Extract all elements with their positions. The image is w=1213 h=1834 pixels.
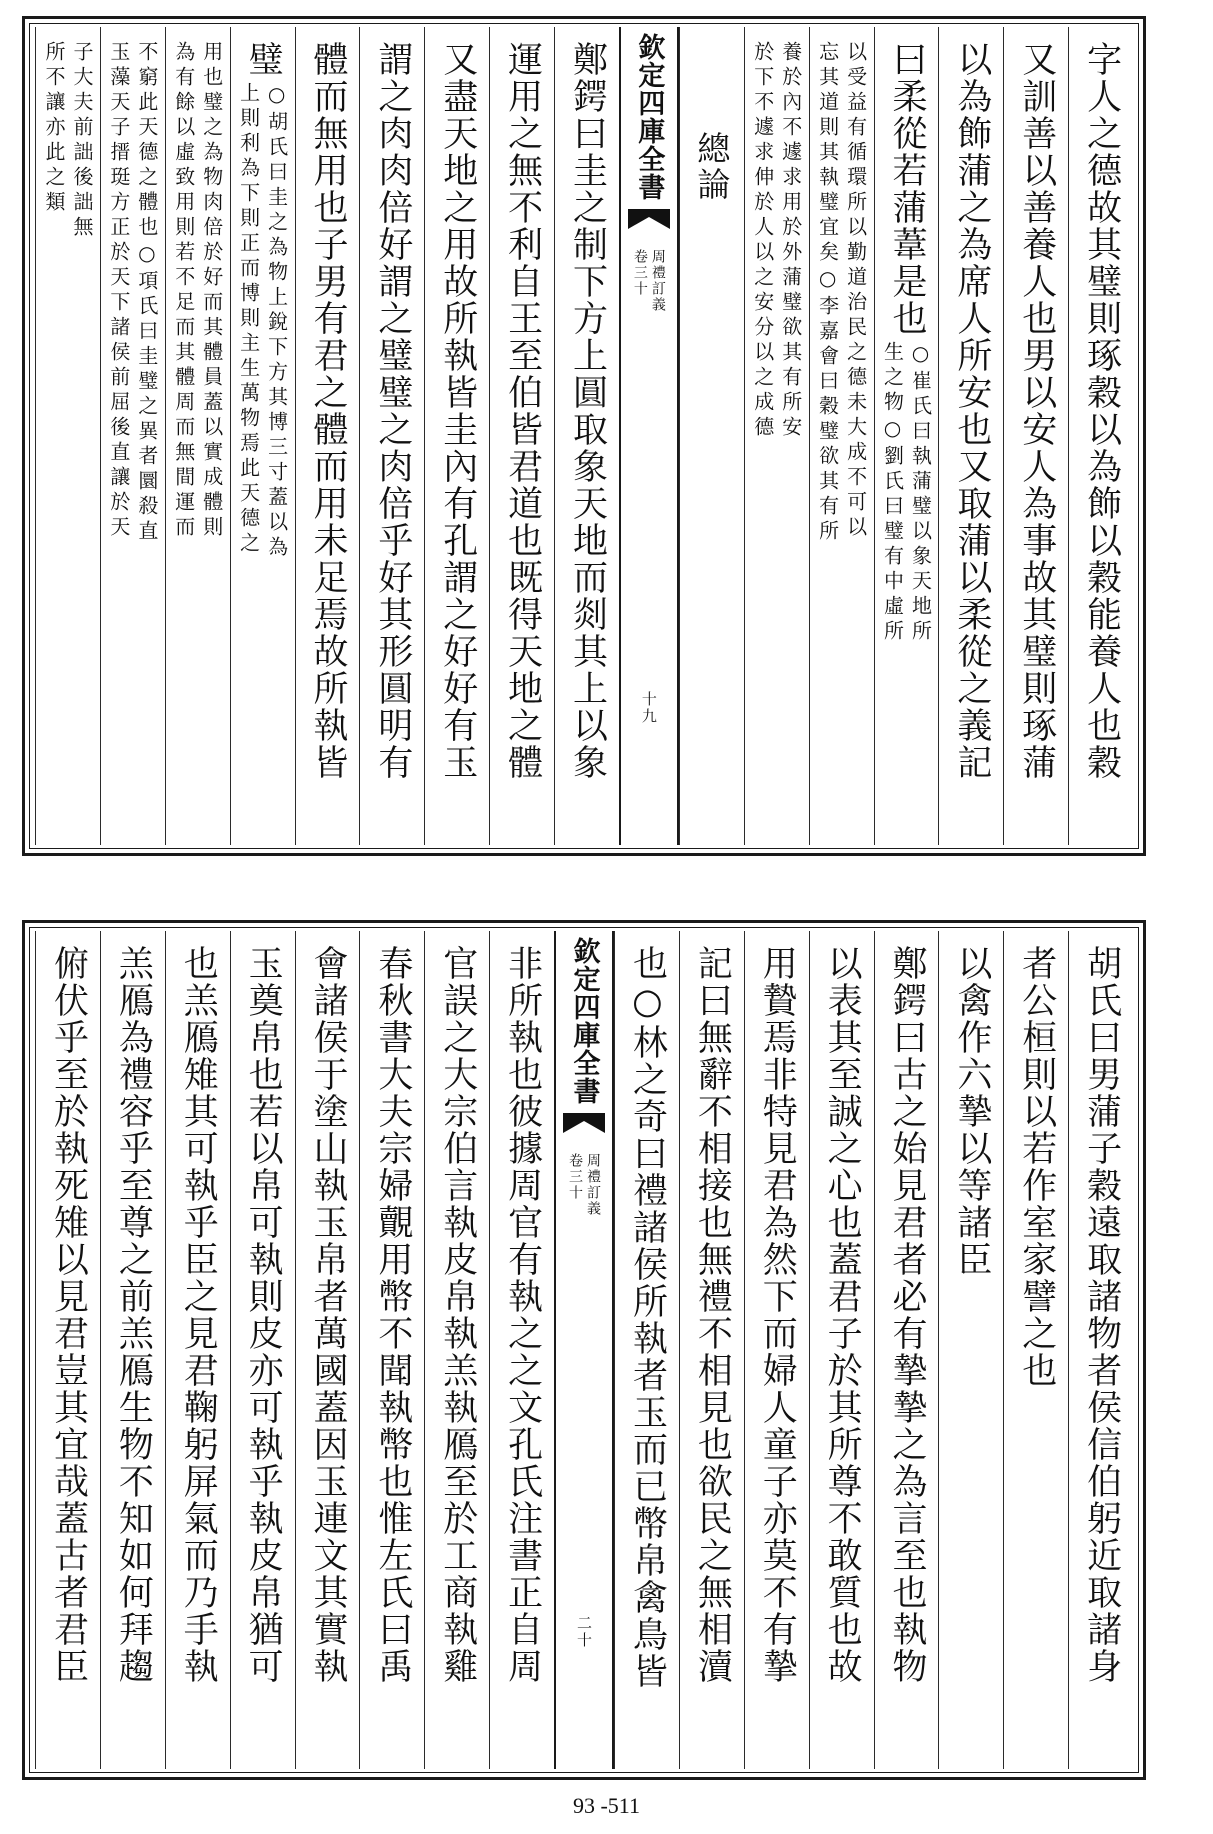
text-column (809, 931, 874, 1769)
main-text: 非所執也彼據周官有執之之文孔氏注書正自周 (502, 945, 543, 1685)
annotation-pair (236, 82, 289, 561)
text-column (938, 27, 1003, 845)
annotation-text: 玉藻天子搢珽方正於天下諸侯前屈後直讓於天 (106, 41, 131, 541)
center-header-column (554, 931, 614, 1769)
text-column (1068, 931, 1133, 1769)
annotation-text: ○胡氏曰圭之為物上銳下方其博三寸蓋以為 (264, 82, 289, 561)
fishtail-mark-icon (561, 1111, 607, 1135)
text-column (35, 931, 100, 1769)
annotation-text: ○崔氏曰執蒲璧以象天地所 (908, 341, 933, 645)
text-column (1003, 27, 1068, 845)
main-text: 又訓善以善養人也男以安人為事故其璧則琢蒲 (1016, 41, 1057, 781)
main-text: 胡氏曰男蒲子穀遠取諸物者侯信伯躬近取諸身 (1081, 945, 1122, 1685)
text-column (614, 931, 679, 1769)
main-text: 也羔鴈雉其可執乎臣之見君鞠躬屏氣而乃手執 (178, 945, 219, 1685)
folio-number: 十九 (639, 691, 658, 725)
center-sub-labels (633, 249, 665, 313)
top-page-panel (22, 16, 1146, 856)
main-text: 官誤之大宗伯言執皮帛執羔執鴈至於工商執雞 (437, 945, 478, 1685)
annotation-text: 子大夫前詘後詘無 (69, 41, 94, 241)
main-text: 璧 (243, 41, 284, 78)
annotation-text: 以受益有循環所以勤道治民之德未大成不可以 (843, 41, 868, 541)
main-text: 者公桓則以若作室家譬之也 (1016, 945, 1057, 1389)
text-column (230, 27, 295, 845)
main-text: 記曰無辭不相接也無禮不相見也欲民之無相瀆 (692, 945, 733, 1685)
mixed-column (880, 41, 933, 845)
text-column (489, 27, 554, 845)
main-text: 春秋書大夫宗婦覿用幣不聞執幣也惟左氏曰禹 (372, 945, 413, 1685)
annotation-text: 生之物○劉氏曰璧有中虛所 (880, 341, 905, 645)
bottom-page-panel (22, 920, 1146, 1780)
annotation-text: 所不讓亦此之類 (41, 41, 66, 216)
text-column (359, 27, 424, 845)
main-text: 字人之德故其璧則琢穀以為飾以穀能養人也穀 (1081, 41, 1122, 781)
text-column (165, 27, 230, 845)
book-collection-title: 欽定四庫全書 (568, 937, 600, 1105)
main-text: 用贄焉非特見君為然下而婦人童子亦莫不有摯 (757, 945, 798, 1685)
text-column (744, 27, 809, 845)
text-column (679, 931, 744, 1769)
annotation-text: 不窮此天德之體也○項氏曰圭璧之異者圜殺直 (134, 41, 159, 545)
text-column (1068, 27, 1133, 845)
center-sub-labels (568, 1153, 600, 1217)
book-title: 周禮訂義 (649, 249, 666, 313)
text-column (938, 931, 1003, 1769)
text-column (874, 931, 939, 1769)
center-header-column (619, 27, 679, 845)
main-text: 運用之無不利自王至伯皆君道也既得天地之體 (502, 41, 543, 781)
main-text: 羔鴈為禮容乎至尊之前羔鴈生物不知如何拜趨 (113, 945, 154, 1685)
text-column (489, 931, 554, 1769)
mixed-column (236, 41, 289, 845)
book-collection-title: 欽定四庫全書 (633, 33, 665, 201)
main-text: 也○林之奇曰禮諸侯所執者玉而已幣帛禽鳥皆 (627, 945, 668, 1690)
text-column (230, 931, 295, 1769)
fishtail-mark-icon (626, 207, 672, 231)
main-text: 玉奠帛也若以帛可執則皮亦可執乎執皮帛猶可 (243, 945, 284, 1685)
main-text: 鄭鍔曰古之始見君者必有摯摯之為言至也執物 (886, 945, 927, 1685)
page-number: 93 -511 (572, 1793, 640, 1818)
text-column (874, 27, 939, 845)
main-text: 以禽作六摯以等諸臣 (951, 945, 992, 1278)
main-text: 俯伏乎至於執死雉以見君豈其宜哉蓋古者君臣 (48, 945, 89, 1685)
text-column (35, 27, 100, 845)
section-heading: 總論 (692, 131, 732, 203)
annotation-pair (750, 41, 803, 845)
main-text: 體而無用也子男有君之體而用未足焉故所執皆 (307, 41, 348, 781)
book-title: 周禮訂義 (585, 1153, 601, 1217)
annotation-pair (171, 41, 224, 845)
text-column (295, 931, 360, 1769)
volume-label: 卷三十 (567, 1153, 583, 1201)
main-text: 以為飾蒲之為席人所安也又取蒲以柔從之義記 (951, 41, 992, 781)
annotation-text: 於下不遽求伸於人以之安分以之成德 (750, 41, 775, 441)
annotation-text: 用也璧之為物肉倍於好而其體員蓋以實成體則 (199, 41, 224, 541)
volume-label: 卷三十 (631, 249, 648, 297)
main-text: 以表其至誠之心也蓋君子於其所尊不敢質也故 (822, 945, 863, 1685)
text-column (295, 27, 360, 845)
text-column (1003, 931, 1068, 1769)
annotation-pair (880, 341, 933, 645)
annotation-text: 為有餘以虛致用則若不足而其體周而無間運而 (171, 41, 196, 541)
text-column (424, 931, 489, 1769)
folio-number: 二十 (575, 1615, 593, 1649)
text-column (100, 27, 165, 845)
bottom-column-stack (35, 931, 1133, 1769)
text-column (424, 27, 489, 845)
top-column-stack (35, 27, 1133, 845)
text-column (100, 931, 165, 1769)
annotation-pair (41, 41, 94, 845)
annotation-text: 上則利為下則正而博則主生萬物焉此天德之 (236, 82, 261, 557)
text-column (809, 27, 874, 845)
main-text: 謂之肉肉倍好謂之璧璧之肉倍乎好其形圓明有 (372, 41, 413, 781)
main-text: 曰柔從若蒲葦是也 (886, 41, 927, 337)
main-text: 會諸侯于塗山執玉帛者萬國蓋因玉連文其實執 (307, 945, 348, 1685)
text-column (679, 27, 744, 845)
annotation-text: 忘其道則其執璧宜矣○李嘉會曰穀璧欲其有所 (815, 41, 840, 545)
main-text: 又盡天地之用故所執皆圭內有孔謂之好好有玉 (437, 41, 478, 781)
text-column (554, 27, 619, 845)
annotation-text: 養於內不遽求用於外蒲璧欲其有所安 (778, 41, 803, 441)
main-text: 鄭鍔曰圭之制下方上圓取象天地而剡其上以象 (567, 41, 608, 781)
annotation-pair (106, 41, 159, 845)
text-column (165, 931, 230, 1769)
text-column (744, 931, 809, 1769)
text-column (359, 931, 424, 1769)
annotation-pair (815, 41, 868, 845)
